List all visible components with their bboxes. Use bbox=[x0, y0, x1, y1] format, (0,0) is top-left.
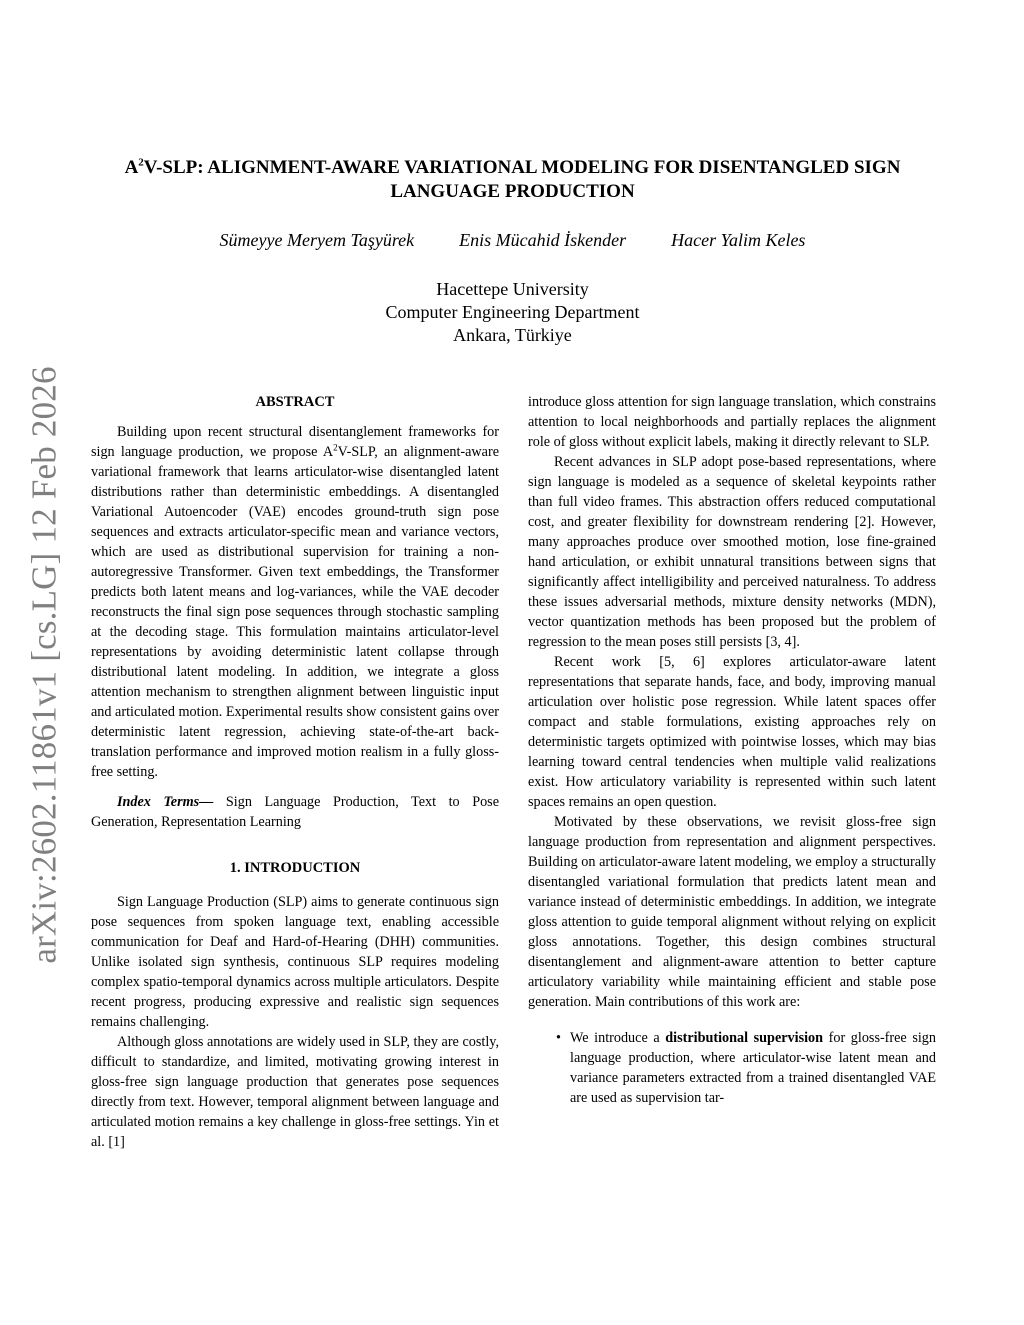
arxiv-watermark bbox=[20, 366, 70, 964]
index-terms: Index Terms— Sign Language Production, Text to Pose Generation, Representation Learning bbox=[91, 794, 499, 830]
title-line-1: $A^2V$-SLP: ALIGNMENT-AWARE VARIATIONAL MODELING FOR DISENTANGLED SIGN bbox=[124, 156, 901, 178]
right-column bbox=[528, 392, 936, 1108]
intro-paragraph-5: Recent work [5, 6] explores articulator-aware latent representations that separate hands, face, and body, improving manual articulation over holistic pose regression. While latent spaces offer compact and stable formulations, existing approaches rely on deterministic targets optimized with pointwise losses, which may bias learning toward central tendencies when multiple valid realizations exist. How articulatory variability is represented within such latent spaces remains an open question. bbox=[528, 654, 936, 810]
intro-paragraph-1: Sign Language Production (SLP) aims to generate continuous sign pose sequences from spoken language text, enabling accessible communication for Deaf and Hard-of-Hearing (DHH) communities. Unlike isolated sign synthesis, continuous SLP requires modeling complex spatio-temporal dynamics across multiple articulators. Despite recent progress, producing expressive and realistic sign sequences remains challenging. bbox=[91, 894, 499, 1030]
affiliation bbox=[200, 278, 825, 347]
contribution-item: • We introduce a distributional supervision for gloss-free sign language production, where articulator-wise latent mean and variance parameters extracted from a trained disentangled VAE are used as supervision tar- bbox=[570, 1028, 936, 1108]
contributions-list bbox=[528, 1028, 936, 1108]
title-line-2: LANGUAGE PRODUCTION bbox=[390, 181, 635, 202]
left-column bbox=[91, 392, 499, 1152]
abstract-text: Building upon recent structural disentanglement frameworks for sign language production, we propose A$^2$V-SLP, an alignment-aware variational framework that learns articulator-wise disentangled latent distributions rather than deterministic embeddings. A disentangled Variational Autoencoder (VAE) encodes ground-truth sign pose sequences and extracts articulator-specific mean and variance vectors, which are used as distributional supervision for training a non-autoregressive Transformer. Given text embeddings, the Transformer predicts both latent means and log-variances, while the VAE decoder reconstructs the final sign pose sequences through stochastic sampling at the decoding stage. This formulation maintains articulator-level representations by avoiding deterministic latent collapse through distributional latent modeling. In addition, we integrate a gloss attention mechanism to strengthen alignment between linguistic input and articulated motion. Experimental results show consistent gains over deterministic latent regression, achieving state-of-the-art back-translation performance and improved motion realism in a fully gloss-free setting. bbox=[91, 424, 499, 780]
affiliation-location: Ankara, Türkiye bbox=[453, 325, 572, 345]
intro-paragraph-2: Although gloss annotations are widely used in SLP, they are costly, difficult to standardize, and limited, motivating growing interest in gloss-free sign language production that generates pose sequences directly from text. However, temporal alignment between language and articulated motion remains a key challenge in gloss-free settings. Yin et al. [1] bbox=[91, 1034, 499, 1150]
affiliation-university: Hacettepe University bbox=[436, 279, 589, 299]
index-terms-label: Index Terms— bbox=[117, 794, 214, 810]
intro-paragraph-3: introduce gloss attention for sign language translation, which constrains attention to local neighborhoods and partially replaces the alignment role of gloss without explicit labels, making it directly relevant to SLP. bbox=[528, 394, 936, 450]
intro-paragraph-4: Recent advances in SLP adopt pose-based representations, where sign language is modeled as a sequence of skeletal keypoints rather than full video frames. This abstraction offers reduced computational cost, and greater flexibility for downstream rendering [2]. However, many approaches produce over smoothed motion, lose fine-grained hand articulation, or exhibit unnatural transitions between signs that significantly affect intelligibility and perceived naturalness. To address these issues adversarial methods, mixture density networks (MDN), vector quantization methods has been proposed but the problem of regression to the mean poses still persists [3, 4]. bbox=[528, 454, 936, 650]
author-2: Enis Mücahid İskender bbox=[459, 230, 627, 250]
intro-paragraph-6: Motivated by these observations, we revisit gloss-free sign language production from representation and alignment perspectives. Building on articulator-aware latent modeling, we employ a structurally disentangled variational formulation that predicts latent mean and variance instead of deterministic embeddings. In addition, we integrate gloss attention to guide temporal alignment without relying on explicit gloss annotations. Together, this design combines structural disentanglement and alignment-aware attention to better capture articulatory variability while maintaining efficient and stable pose generation. Main contributions of this work are: bbox=[528, 814, 936, 1010]
author-3: Hacer Yalim Keles bbox=[671, 230, 806, 250]
paper-title bbox=[90, 156, 935, 204]
arxiv-id: arXiv:2602.11861v1 [cs.LG] 12 Feb 2026 bbox=[25, 366, 64, 964]
abstract-heading: ABSTRACT bbox=[255, 394, 335, 410]
author-list bbox=[150, 230, 875, 251]
author-1: Sümeyye Meryem Taşyürek bbox=[219, 230, 415, 250]
affiliation-department: Computer Engineering Department bbox=[385, 302, 640, 322]
introduction-heading: 1. INTRODUCTION bbox=[229, 860, 361, 876]
